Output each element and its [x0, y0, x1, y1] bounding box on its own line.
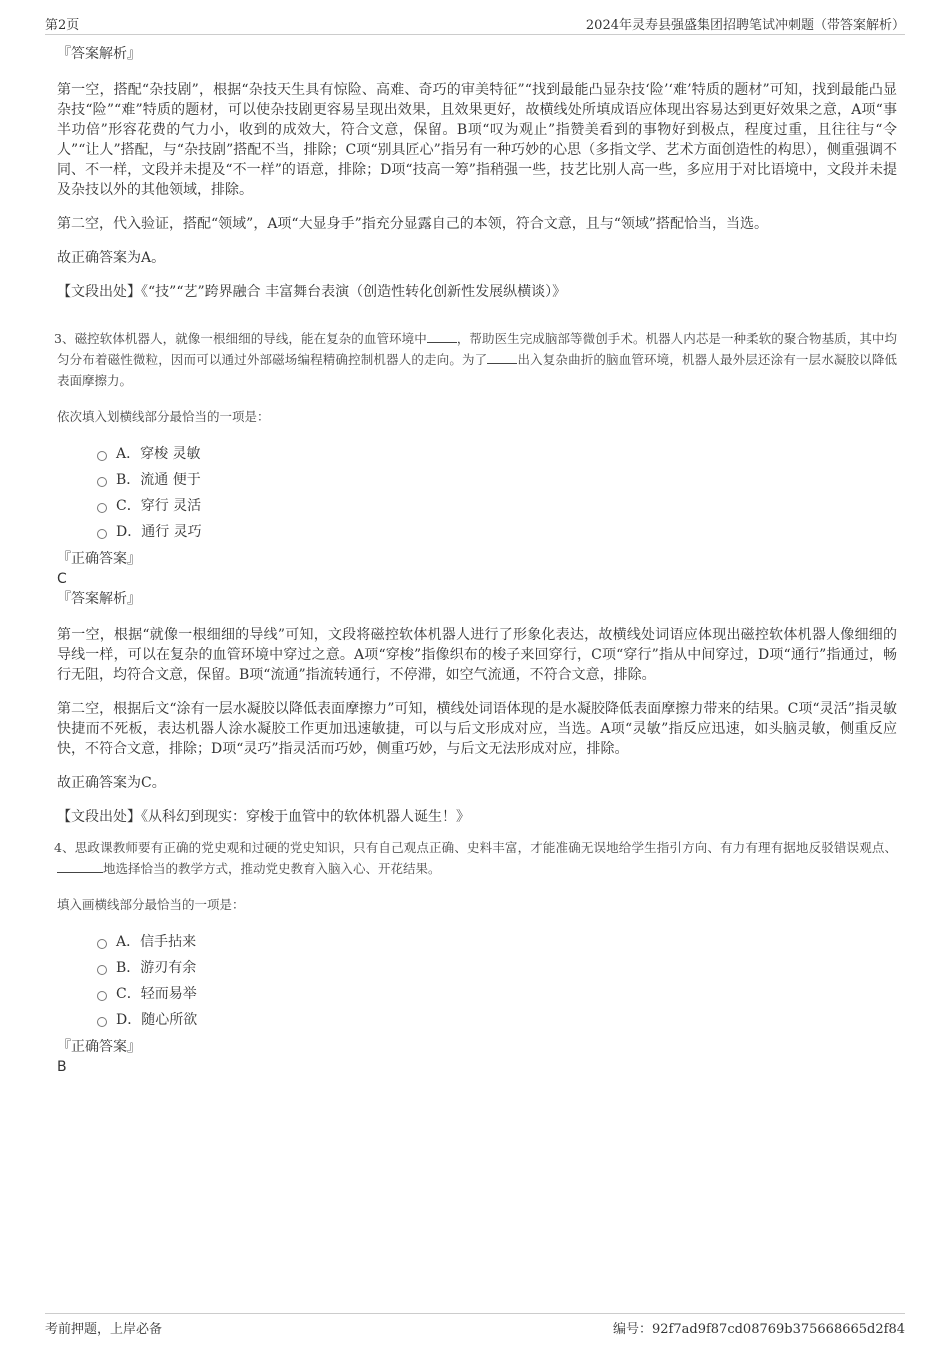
q3-blank-1 — [427, 330, 457, 343]
q4-option-a[interactable]: A．信手拈来 — [97, 929, 897, 955]
q3-analysis-paragraph-1: 第一空，根据“就像一根细细的导线”可知，文段将磁控软体机器人进行了形象化表达，故横线处词语应体现出磁控软体机器人像细细的导线一样，可以在复杂的血管环境中穿过之意。A项“穿梭”指像织布的梭子来回穿行，C项“穿行”指从中间穿过，D项“通行”指通过，畅行无阻，均符合文意，保留。B项“流通”指流转通行，不停滞，如空气流通，不符合文意，排除。 — [57, 627, 897, 683]
q4-option-b[interactable]: B．游刃有余 — [97, 955, 897, 981]
q4-prompt: 填入画横线部分最恰当的一项是： — [57, 897, 245, 912]
page-header — [45, 12, 905, 35]
q3-analysis-paragraph-2: 第二空，根据后文“涂有一层水凝胶以降低表面摩擦力”可知，横线处词语体现的是水凝胶降低表面摩擦力带来的结果。C项“灵活”指灵敏快捷而不死板，表达机器人涂水凝胶工作更加迅速敏捷，可以与后文形成对应，当选。A项“灵敏”指反应迅速，如头脑灵敏，侧重反应快，不符合文意，排除；D项“灵巧”指灵活而巧妙，侧重巧妙，与后文无法形成对应，排除。 — [57, 701, 897, 757]
radio-icon[interactable] — [97, 1017, 107, 1027]
q2-analysis-paragraph-1: 第一空，搭配“杂技剧”，根据“杂技天生具有惊险、高难、奇巧的审美特征”“找到最能凸显杂技‘险’‘难’特质的题材”可知，找到最能凸显杂技“险”“难”特质的题材，可以使杂技剧更容易呈现出效果，且效果更好，故横线处所填成语应体现出容易达到更好效果之意，A项“事半功倍”形容花费的气力小，收到的成效大，符合文意，保留。B项“叹为观止”指赞美看到的事物好到极点，程度过重，且往往与“令人”“让人”搭配，与“杂技剧”搭配不当，排除；C项“别具匠心”指另有一种巧妙的心思（多指文学、艺术方面创造性的构思），侧重强调不同、不一样，文段并未提及“不一样”的语意，排除；D项“技高一筹”指稍强一些，技艺比别人高一些，多应用于对比语境中，文段并未提及杂技以外的其他领域，排除。 — [57, 82, 897, 198]
q3-option-a[interactable]: A．穿梭 灵敏 — [97, 441, 897, 467]
radio-icon[interactable] — [97, 939, 107, 949]
q2-source: 【文段出处】《“技”“艺”跨界融合 丰富舞台表演（创造性转化创新性发展纵横谈）》 — [57, 284, 567, 300]
q3-answer: C — [57, 571, 67, 587]
q4-number: 4、 — [54, 840, 75, 855]
q2-analysis-paragraph-2: 第二空，代入验证，搭配“领域”，A项“大显身手”指充分显露自己的本领，符合文意，且与“领域”搭配恰当，当选。 — [57, 216, 769, 232]
radio-icon[interactable] — [97, 965, 107, 975]
page-footer — [45, 1313, 905, 1336]
q4-options — [97, 929, 897, 1033]
radio-icon[interactable] — [97, 991, 107, 1001]
q3-answer-label: 『正确答案』 — [57, 551, 141, 567]
q3-source: 【文段出处】《从科幻到现实：穿梭于血管中的软体机器人诞生！》 — [57, 809, 470, 825]
q3-options — [97, 441, 897, 545]
q4-answer: B — [57, 1059, 67, 1075]
q3-stem: 3、磁控软体机器人，就像一根细细的导线，能在复杂的血管环境中 ，帮助医生完成脑部等微创手术。机器人内芯是一种柔软的聚合物基质，其中均匀分布着磁性微粒，因而可以通过外部磁场编程精确控制机器人的走向。为了 出入复杂曲折的脑血管环境，机器人最外层还涂有一层水凝胶以降低表面摩擦力。 — [54, 331, 897, 388]
radio-icon[interactable] — [97, 529, 107, 539]
q2-analysis-label: 『答案解析』 — [57, 46, 141, 62]
q3-option-c[interactable]: C．穿行 灵活 — [97, 493, 897, 519]
q3-conclusion: 故正确答案为C。 — [57, 775, 166, 791]
q4-option-c[interactable]: C．轻而易举 — [97, 981, 897, 1007]
page-content — [54, 44, 897, 1077]
q4-blank-1 — [57, 860, 103, 873]
q3-option-b[interactable]: B．流通 便于 — [97, 467, 897, 493]
q3-blank-2 — [487, 351, 517, 364]
q4-option-d[interactable]: D．随心所欲 — [97, 1007, 897, 1033]
document-code: 编号：92f7ad9f87cd08769b375668665d2f84 — [613, 1322, 905, 1337]
q4-answer-label: 『正确答案』 — [57, 1039, 141, 1055]
q3-prompt: 依次填入划横线部分最恰当的一项是： — [57, 409, 270, 424]
document-title: 2024年灵寿县强盛集团招聘笔试冲刺题（带答案解析） — [585, 18, 905, 33]
footer-slogan: 考前押题，上岸必备 — [45, 1322, 163, 1337]
q4-stem: 4、思政课教师要有正确的党史观和过硬的党史知识，只有自己观点正确、史料丰富，才能准确无误地给学生指引方向、有力有理有据地反驳错误观点、地选择恰当的教学方式，推动党史教育入脑入心、开花结果。 — [54, 840, 897, 876]
q3-option-d[interactable]: D．通行 灵巧 — [97, 519, 897, 545]
q3-number: 3、 — [54, 331, 75, 346]
radio-icon[interactable] — [97, 477, 107, 487]
q3-analysis-label: 『答案解析』 — [57, 591, 141, 607]
radio-icon[interactable] — [97, 503, 107, 513]
page-number: 第2页 — [45, 18, 80, 33]
q2-conclusion: 故正确答案为A。 — [57, 250, 166, 266]
radio-icon[interactable] — [97, 451, 107, 461]
